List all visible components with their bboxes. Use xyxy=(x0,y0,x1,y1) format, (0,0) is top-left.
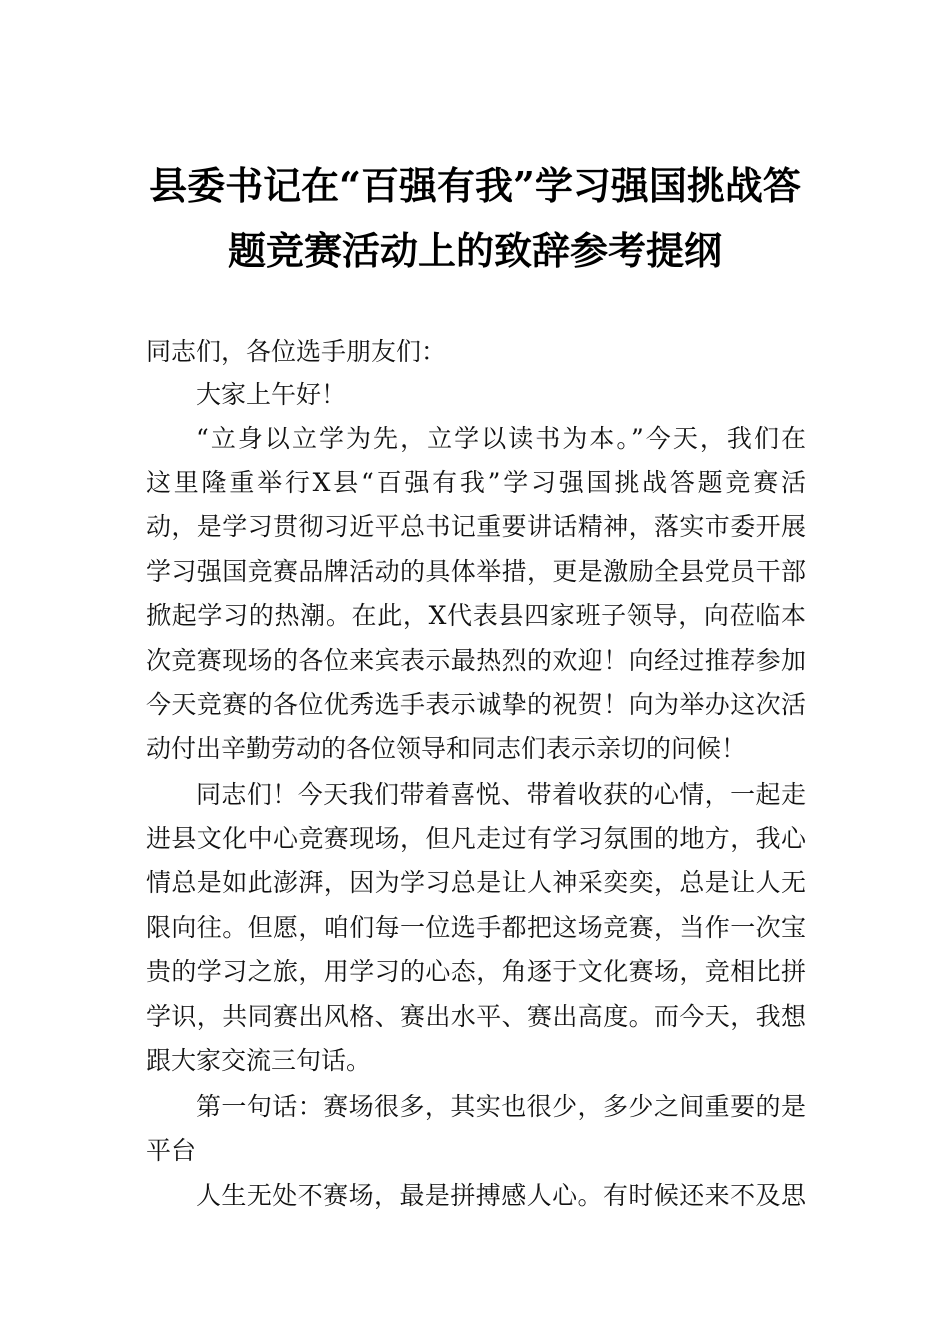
greeting: 大家上午好！ xyxy=(196,380,347,409)
body-line: 今天竞赛的各位优秀选手表示诚挚的祝贺！向为举办这次活 xyxy=(146,690,806,719)
body-line: 动付出辛勤劳动的各位领导和同志们表示亲切的问候！ xyxy=(146,734,747,763)
body-line: 掀起学习的热潮。在此，X代表县四家班子领导，向莅临本 xyxy=(146,601,806,630)
body-line: 同志们！今天我们带着喜悦、带着收获的心情，一起走 xyxy=(196,780,806,809)
salutation: 同志们，各位选手朋友们： xyxy=(146,337,447,366)
body-line: 进县文化中心竞赛现场，但凡走过有学习氛围的地方，我心 xyxy=(146,824,806,853)
body-line: 人生无处不赛场，最是拼搏感人心。有时候还来不及思 xyxy=(196,1181,806,1210)
document-title-line-2: 题竞赛活动上的致辞参考提纲 xyxy=(227,228,722,273)
section-heading-line: 平台 xyxy=(146,1136,197,1165)
body-line: 学习强国竞赛品牌活动的具体举措，更是激励全县党员干部 xyxy=(146,557,806,586)
body-line: 这里隆重举行X县“百强有我”学习强国挑战答题竞赛活 xyxy=(146,468,806,497)
body-line: 跟大家交流三句话。 xyxy=(146,1046,372,1075)
body-line: 贵的学习之旅，用学习的心态，角逐于文化赛场，竞相比拼 xyxy=(146,957,806,986)
body-line: “立身以立学为先，立学以读书为本。”今天，我们在 xyxy=(196,424,806,453)
body-line: 情总是如此澎湃，因为学习总是让人神采奕奕，总是让人无 xyxy=(146,868,806,897)
body-line: 次竞赛现场的各位来宾表示最热烈的欢迎！向经过推荐参加 xyxy=(146,646,806,675)
section-heading-line: 第一句话：赛场很多，其实也很少，多少之间重要的是 xyxy=(196,1092,806,1121)
document-title-line-1: 县委书记在“百强有我”学习强国挑战答 xyxy=(149,163,801,208)
body-line: 动，是学习贯彻习近平总书记重要讲话精神，落实市委开展 xyxy=(146,512,806,541)
body-line: 学识，共同赛出风格、赛出水平、赛出高度。而今天，我想 xyxy=(146,1002,806,1031)
body-line: 限向往。但愿，咱们每一位选手都把这场竞赛，当作一次宝 xyxy=(146,913,806,942)
